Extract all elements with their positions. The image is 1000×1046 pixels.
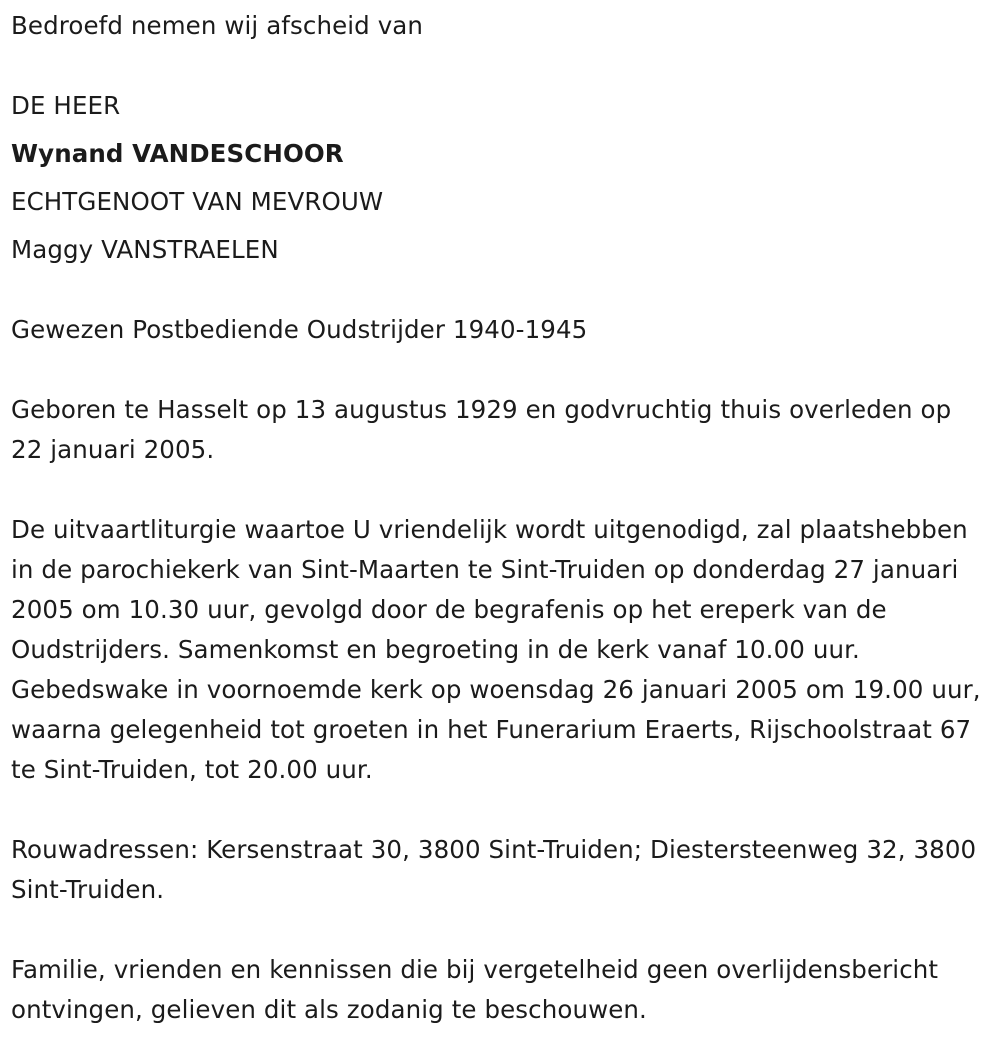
relation-text: ECHTGENOOT VAN MEVROUW [11,187,384,216]
ceremony-text: De uitvaartliturgie waartoe U vriendelijk wordt uitgenodigd, zal plaatshebben in de parochiekerk van Sint-Maarten te Sint-Truiden op donderdag 27 januari 2005 om 10.30 uur, gevolgd door de begrafenis op het ereperk van de Oudstrijders. Samenkomst en begroeting in de kerk vanaf 10.00 uur. Gebedswake in voornoemde kerk op woensdag 26 januari 2005 om 19.00 uur, waarna gelegenheid tot groeten in het Funerarium Eraerts, Rijschoolstraat 67 te Sint-Truiden, tot 20.00 uur. [11,515,981,784]
intro-text: Bedroefd nemen wij afscheid van [11,11,424,40]
birth-death-text: Geboren te Hasselt op 13 augustus 1929 en godvruchtig thuis overleden op 22 januari 2005. [11,395,952,464]
deceased-name: Wynand VANDESCHOOR [11,139,344,168]
occupation-text: Gewezen Postbediende Oudstrijder 1940-1945 [11,315,588,344]
title-prefix: DE HEER [11,91,121,120]
addresses-text: Rouwadressen: Kersenstraat 30, 3800 Sint-Truiden; Diestersteenweg 32, 3800 Sint-Truiden. [11,835,977,904]
closing-text: Familie, vrienden en kennissen die bij vergetelheid geen overlijdensbericht ontvingen, gelieven dit als zodanig te beschouwen. [11,955,939,1024]
spouse-name: Maggy VANSTRAELEN [11,235,279,264]
